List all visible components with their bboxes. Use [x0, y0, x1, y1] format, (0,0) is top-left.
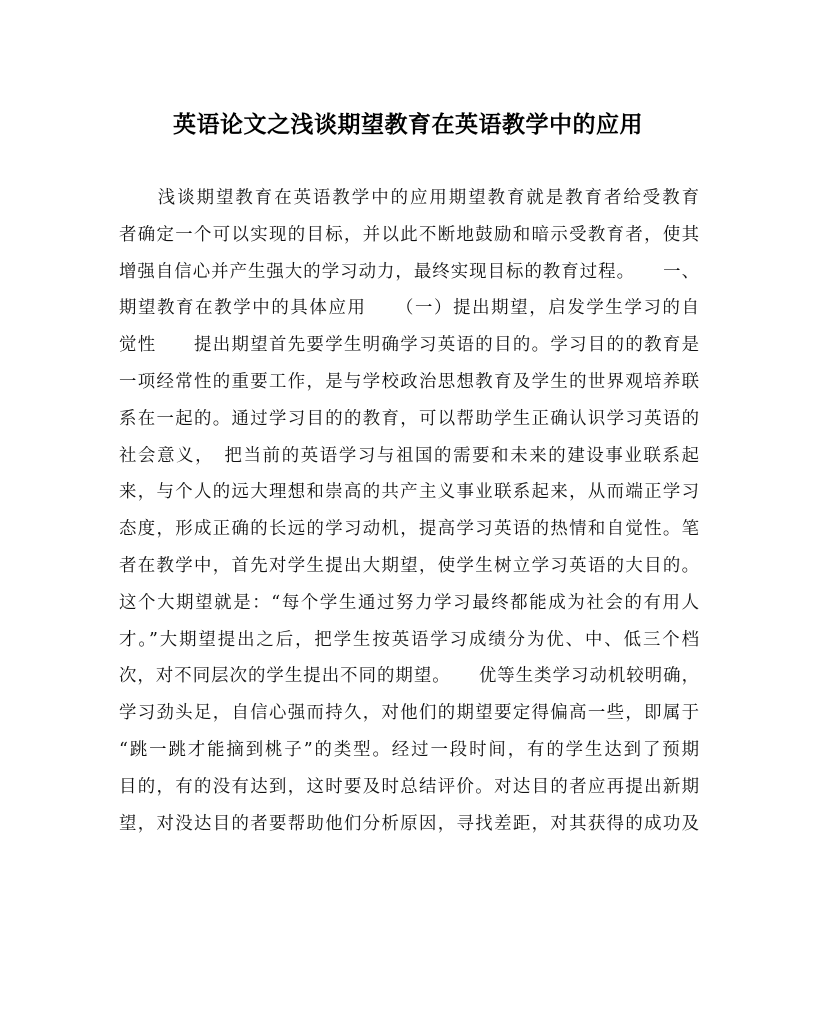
body-line: 一项经常性的重要工作，是与学校政治思想教育及学生的世界观培养联 — [119, 371, 699, 392]
body-line: 目的，有的没有达到，这时要及时总结评价。对达目的者应再提出新期 — [119, 776, 699, 797]
body-line: 浅谈期望教育在英语教学中的应用期望教育就是教育者给受教育 — [119, 188, 699, 208]
body-line: 者确定一个可以实现的目标，并以此不断地鼓励和暗示受教育者，使其 — [119, 224, 699, 245]
body-line: “跳一跳才能摘到桃子”的类型。经过一段时间，有的学生达到了预期 — [119, 739, 699, 760]
body-line: 者在教学中，首先对学生提出大期望，使学生树立学习英语的大目的。 — [119, 555, 699, 576]
body-paragraph — [119, 180, 699, 842]
body-line: 态度，形成正确的长远的学习动机，提高学习英语的热情和自觉性。笔 — [119, 519, 699, 540]
body-line: 望，对没达目的者要帮助他们分析原因，寻找差距，对其获得的成功及 — [119, 813, 699, 834]
body-line: 系在一起的。通过学习目的的教育，可以帮助学生正确认识学习英语的 — [119, 408, 699, 429]
body-line: 次，对不同层次的学生提出不同的期望。 优等生类学习动机较明确， — [119, 666, 699, 687]
body-line: 觉性 提出期望首先要学生明确学习英语的目的。学习目的的教育是 — [119, 335, 699, 356]
body-line: 才。”大期望提出之后，把学生按英语学习成绩分为优、中、低三个档 — [119, 629, 699, 650]
body-line: 期望教育在教学中的具体应用 （一）提出期望，启发学生学习的自 — [119, 298, 699, 319]
body-line: 来，与个人的远大理想和崇高的共产主义事业联系起来，从而端正学习 — [119, 482, 699, 503]
document-title: 英语论文之浅谈期望教育在英语教学中的应用 — [173, 111, 643, 138]
body-line: 这个大期望就是：“每个学生通过努力学习最终都能成为社会的有用人 — [119, 592, 699, 613]
body-line: 社会意义， 把当前的英语学习与祖国的需要和未来的建设事业联系起 — [119, 445, 699, 466]
body-line: 增强自信心并产生强大的学习动力，最终实现目标的教育过程。 一、 — [119, 261, 699, 282]
body-line: 学习劲头足，自信心强而持久，对他们的期望要定得偏高一些，即属于 — [119, 703, 699, 724]
